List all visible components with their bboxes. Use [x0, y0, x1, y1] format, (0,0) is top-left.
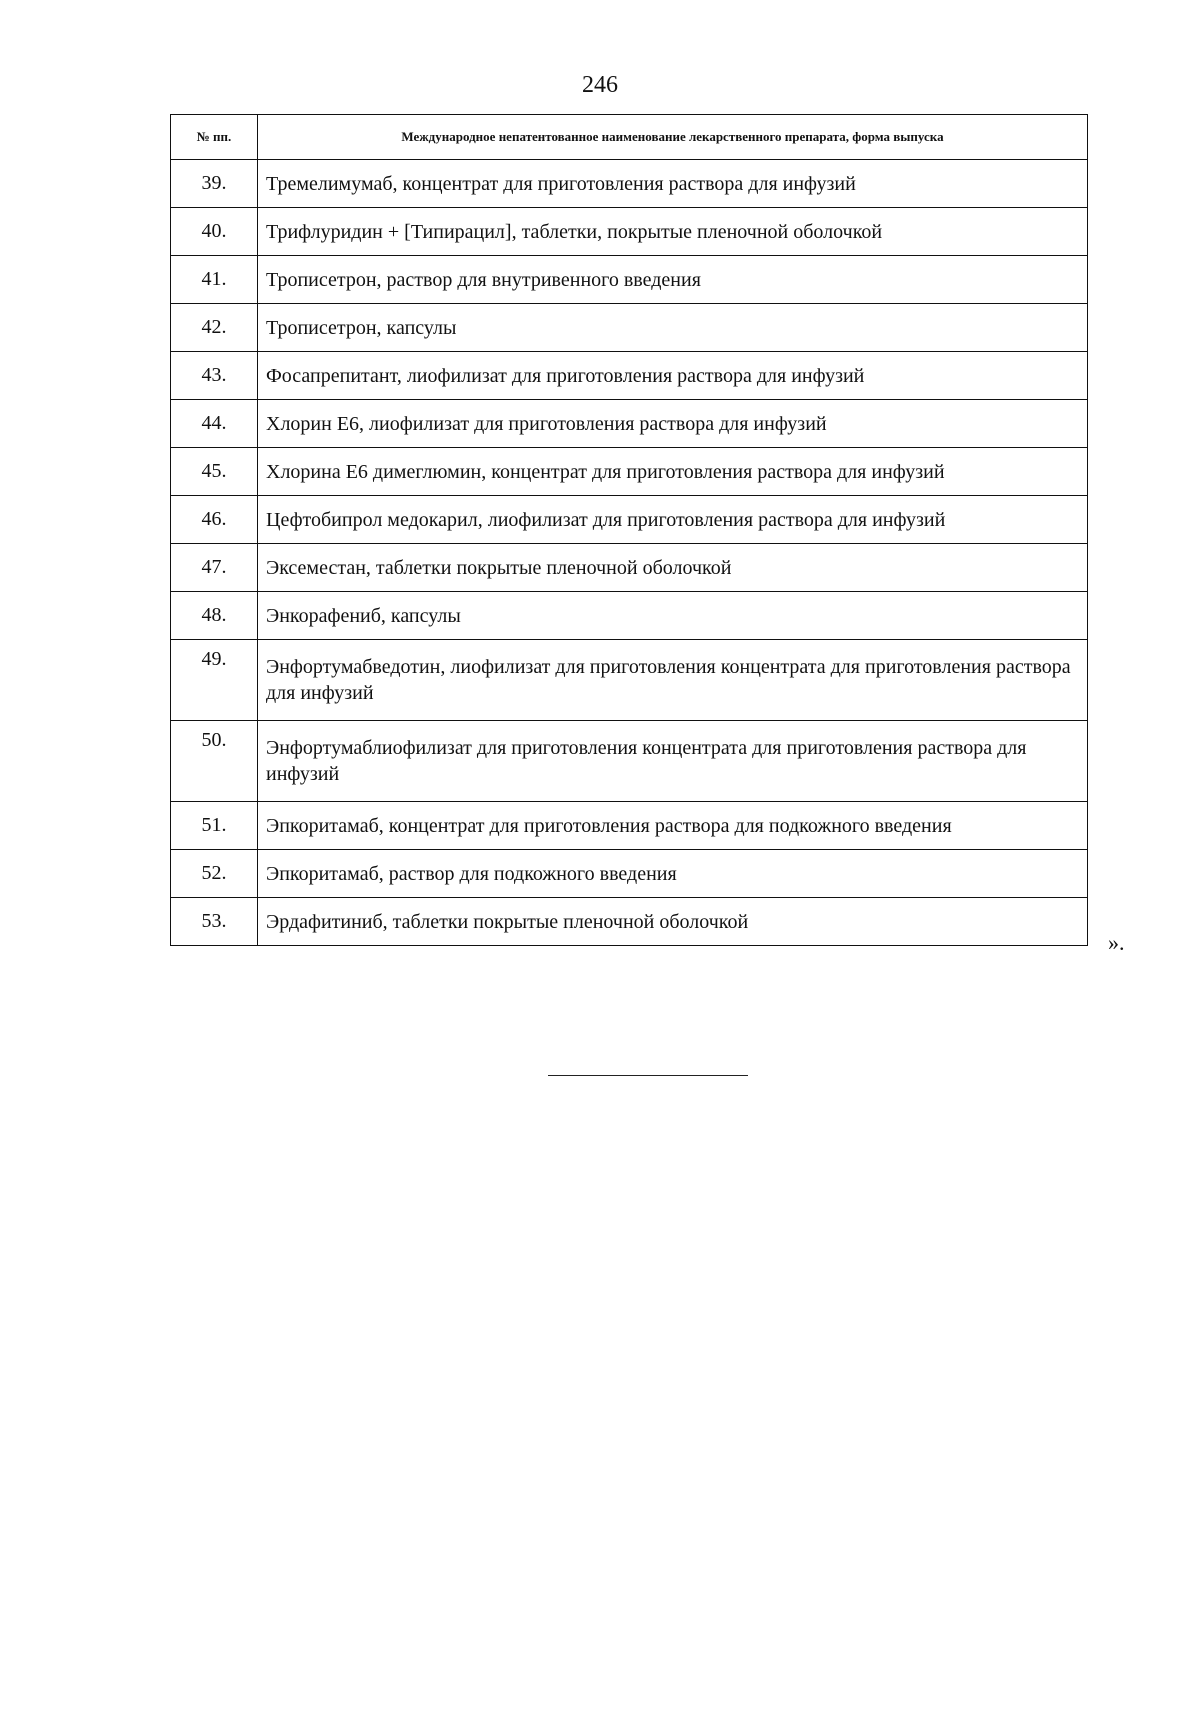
row-number: 47. — [171, 544, 258, 592]
row-number: 45. — [171, 448, 258, 496]
drug-name: Энкорафениб, капсулы — [258, 592, 1088, 640]
table-row — [171, 802, 1088, 850]
page-number: 246 — [582, 72, 618, 98]
table-row — [171, 850, 1088, 898]
table-row — [171, 400, 1088, 448]
table-row — [171, 352, 1088, 400]
row-number: 53. — [171, 898, 258, 946]
number-column-header: № пп. — [171, 115, 258, 160]
table-header-row — [171, 115, 1088, 160]
table-row — [171, 640, 1088, 721]
closing-quote: ». — [1108, 930, 1125, 955]
drug-name: Трописетрон, капсулы — [258, 304, 1088, 352]
drug-name: Эрдафитиниб, таблетки покрытые пленочной оболочкой — [258, 898, 1088, 946]
table-row — [171, 592, 1088, 640]
row-number: 43. — [171, 352, 258, 400]
drug-name: Эпкоритамаб, концентрат для приготовления раствора для подкожного введения — [258, 802, 1088, 850]
drug-name: Эксеместан, таблетки покрытые пленочной оболочкой — [258, 544, 1088, 592]
row-number: 42. — [171, 304, 258, 352]
drug-name: Трифлуридин + [Типирацил], таблетки, покрытые пленочной оболочкой — [258, 208, 1088, 256]
row-number: 49. — [171, 640, 258, 721]
name-column-header: Международное непатентованное наименование лекарственного препарата, форма выпуска — [258, 115, 1088, 160]
drug-name: Энфортумабведотин, лиофилизат для приготовления концентрата для приготовления раствора для инфузий — [258, 640, 1088, 721]
table-row — [171, 898, 1088, 946]
drug-name: Цефтобипрол медокарил, лиофилизат для приготовления раствора для инфузий — [258, 496, 1088, 544]
row-number: 51. — [171, 802, 258, 850]
row-number: 48. — [171, 592, 258, 640]
table-row — [171, 208, 1088, 256]
drug-name: Хлорина Е6 димеглюмин, концентрат для приготовления раствора для инфузий — [258, 448, 1088, 496]
table-row — [171, 496, 1088, 544]
row-number: 41. — [171, 256, 258, 304]
drug-name: Тремелимумаб, концентрат для приготовления раствора для инфузий — [258, 160, 1088, 208]
row-number: 46. — [171, 496, 258, 544]
table-row — [171, 256, 1088, 304]
row-number: 40. — [171, 208, 258, 256]
table-row — [171, 721, 1088, 802]
drug-name: Энфортумаблиофилизат для приготовления концентрата для приготовления раствора для инфузий — [258, 721, 1088, 802]
table-row — [171, 448, 1088, 496]
row-number: 39. — [171, 160, 258, 208]
drug-name: Хлорин Е6, лиофилизат для приготовления раствора для инфузий — [258, 400, 1088, 448]
row-number: 52. — [171, 850, 258, 898]
table-row — [171, 544, 1088, 592]
drug-name: Трописетрон, раствор для внутривенного введения — [258, 256, 1088, 304]
row-number: 44. — [171, 400, 258, 448]
table-row — [171, 304, 1088, 352]
drug-list-table — [170, 114, 1088, 946]
drug-name: Фосапрепитант, лиофилизат для приготовления раствора для инфузий — [258, 352, 1088, 400]
row-number: 50. — [171, 721, 258, 802]
drug-name: Эпкоритамаб, раствор для подкожного введения — [258, 850, 1088, 898]
table-row — [171, 160, 1088, 208]
end-separator-line — [548, 1075, 748, 1076]
